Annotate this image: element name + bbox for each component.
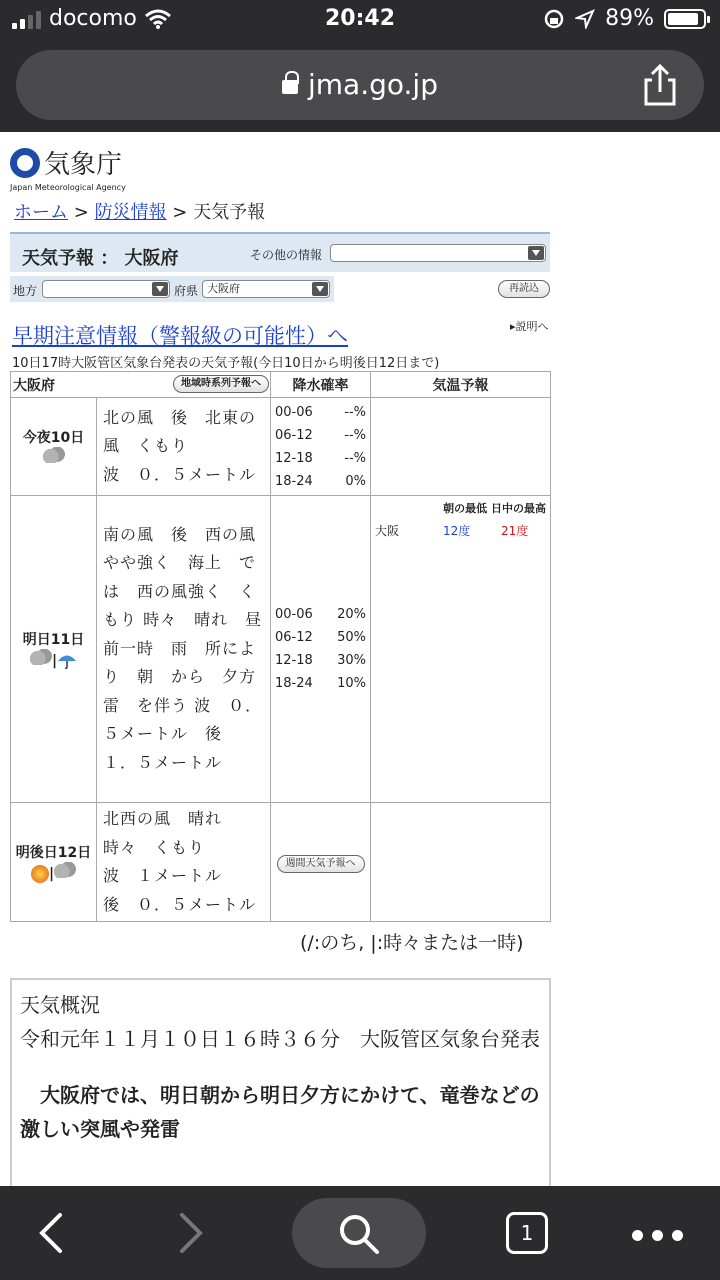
umbrella-icon bbox=[57, 652, 77, 670]
weekly-forecast-button[interactable]: 週間天気予報へ bbox=[277, 855, 365, 873]
day-cell: 明日11日 | bbox=[11, 496, 97, 803]
pop-value: --% bbox=[344, 450, 366, 466]
temp-min: 12度 bbox=[443, 524, 471, 538]
page-title: 天気予報 ： 大阪府 bbox=[22, 248, 179, 269]
area-selectors bbox=[10, 276, 334, 302]
status-bar bbox=[0, 0, 720, 40]
search-icon bbox=[338, 1213, 380, 1255]
temp-min-label: 朝の最低 bbox=[443, 502, 488, 515]
jma-logo[interactable] bbox=[10, 144, 126, 192]
more-icon[interactable] bbox=[632, 1230, 683, 1241]
pop-cell bbox=[271, 803, 371, 922]
battery-icon bbox=[664, 9, 706, 29]
temp-header: 気温予報 bbox=[371, 372, 551, 398]
weather-overview bbox=[10, 978, 551, 1186]
pop-value: 0% bbox=[345, 473, 366, 489]
pop-period: 18-24 bbox=[275, 676, 313, 691]
pop-period: 06-12 bbox=[275, 630, 313, 645]
explain-link[interactable]: ▸説明へ bbox=[510, 320, 549, 333]
day-cell: 明後日12日 | bbox=[11, 803, 97, 922]
search-button[interactable] bbox=[292, 1198, 426, 1268]
pop-period: 12-18 bbox=[275, 653, 313, 668]
other-info-select[interactable] bbox=[330, 244, 546, 262]
pop-period: 18-24 bbox=[275, 473, 313, 489]
timeseries-button[interactable]: 地域時系列予報へ bbox=[173, 375, 269, 393]
temp-cell bbox=[371, 803, 551, 922]
temp-max: 21度 bbox=[501, 524, 529, 538]
pref-select[interactable] bbox=[202, 280, 330, 298]
pop-value: 30% bbox=[337, 653, 366, 668]
day-cell bbox=[11, 398, 97, 496]
pop-header: 降水確率 bbox=[271, 372, 371, 398]
jma-logo-icon bbox=[10, 148, 40, 178]
weather-text bbox=[97, 496, 274, 803]
cloudy-icon bbox=[30, 649, 52, 665]
location-icon bbox=[575, 9, 595, 29]
tabs-button[interactable]: 1 bbox=[506, 1212, 548, 1254]
web-page bbox=[0, 132, 720, 1186]
forecast-header bbox=[10, 232, 550, 272]
region-select[interactable] bbox=[42, 280, 170, 298]
sunny-icon bbox=[31, 865, 49, 883]
chevron-down-icon bbox=[528, 246, 544, 260]
cloudy-icon bbox=[54, 862, 76, 878]
pop-period: 00-06 bbox=[275, 607, 313, 622]
browser-top-bar bbox=[0, 0, 720, 132]
pop-value: --% bbox=[344, 427, 366, 443]
temp-city: 大阪 bbox=[375, 524, 400, 538]
table-row bbox=[11, 803, 551, 922]
temp-cell bbox=[371, 398, 551, 496]
breadcrumb-current: 天気予報 bbox=[193, 202, 266, 223]
overview-issued: 令和元年１１月１０日１６時３６分 大阪管区気象台発表 bbox=[20, 1027, 540, 1051]
area-name: 大阪府 bbox=[13, 377, 55, 394]
battery-percent: 89% bbox=[605, 6, 654, 31]
breadcrumb-disaster-link[interactable]: 防災情報 bbox=[94, 202, 167, 223]
clock: 20:42 bbox=[324, 6, 396, 31]
pop-period: 00-06 bbox=[275, 404, 313, 420]
pref-value: 大阪府 bbox=[207, 282, 240, 295]
pop-period: 06-12 bbox=[275, 427, 313, 443]
table-area-header bbox=[11, 372, 271, 398]
chevron-down-icon bbox=[312, 282, 328, 296]
forecast-table bbox=[10, 371, 551, 922]
explain-label: 説明へ bbox=[515, 320, 549, 333]
back-icon[interactable] bbox=[36, 1212, 66, 1254]
weather-text-content: 北西の風 晴れ 時々 くもり 波 １メートル 後 ０．５メートル bbox=[103, 809, 257, 914]
day-label: 明後日12日 bbox=[15, 844, 92, 861]
temp-cell bbox=[371, 496, 551, 803]
other-info-label: その他の情報 bbox=[250, 248, 323, 262]
early-warning-link[interactable]: 早期注意情報（警報級の可能性）へ bbox=[12, 324, 348, 348]
temp-max-label: 日中の最高 bbox=[491, 502, 546, 515]
legend-text: (/:のち, |:時々または一時) bbox=[300, 932, 524, 954]
pref-label: 府県 bbox=[174, 284, 199, 298]
overview-body: 大阪府では、明日朝から明日夕方にかけて、竜巻などの激しい突風や発雷 bbox=[20, 1083, 540, 1141]
day-label: 明日11日 bbox=[22, 631, 85, 648]
region-label: 地方 bbox=[13, 284, 38, 298]
table-row bbox=[11, 496, 551, 803]
breadcrumb bbox=[14, 198, 265, 224]
breadcrumb-separator: > bbox=[172, 202, 188, 223]
weather-text bbox=[97, 398, 271, 496]
lock-icon bbox=[282, 80, 298, 94]
pop-cell bbox=[271, 496, 371, 803]
chevron-down-icon bbox=[152, 282, 168, 296]
table-row bbox=[11, 398, 551, 496]
forward-icon[interactable] bbox=[176, 1212, 206, 1254]
breadcrumb-home-link[interactable]: ホーム bbox=[14, 202, 68, 223]
cloudy-icon bbox=[43, 447, 65, 463]
logo-name: 気象庁 bbox=[44, 150, 123, 180]
pop-cell bbox=[271, 398, 371, 496]
carrier-label: docomo bbox=[49, 6, 137, 31]
pop-value: 50% bbox=[337, 630, 366, 645]
overview-title: 天気概況 bbox=[20, 993, 100, 1017]
reload-button[interactable]: 再読込 bbox=[498, 280, 550, 298]
pop-value: 10% bbox=[337, 676, 366, 691]
breadcrumb-separator: > bbox=[73, 202, 89, 223]
pop-period: 12-18 bbox=[275, 450, 313, 466]
issued-text: 10日17時大阪管区気象台発表の天気予報(今日10日から明後日12日まで) bbox=[12, 356, 440, 371]
url-text: jma.go.jp bbox=[308, 68, 438, 101]
day-label: 今夜10日 bbox=[22, 429, 85, 446]
pop-value: --% bbox=[344, 404, 366, 420]
address-bar[interactable] bbox=[16, 50, 704, 120]
logo-sub: Japan Meteorological Agency bbox=[10, 183, 126, 192]
weather-text-content: 南の風 後 西の風 やや強く 海上 では 西の風強く くもり 時々 晴れ 昼前一時 雨 所により 朝 から 夕方 雷 を伴う 波 ０．５メートル 後 １．５メートル bbox=[103, 524, 274, 772]
browser-toolbar bbox=[0, 1186, 720, 1280]
weather-text bbox=[97, 803, 271, 922]
rotation-lock-icon bbox=[543, 8, 565, 30]
share-icon[interactable] bbox=[640, 64, 680, 108]
pop-value: 20% bbox=[337, 607, 366, 622]
weather-text-content: 北の風 後 北東の風 くもり 波 ０．５メートル bbox=[103, 407, 257, 484]
